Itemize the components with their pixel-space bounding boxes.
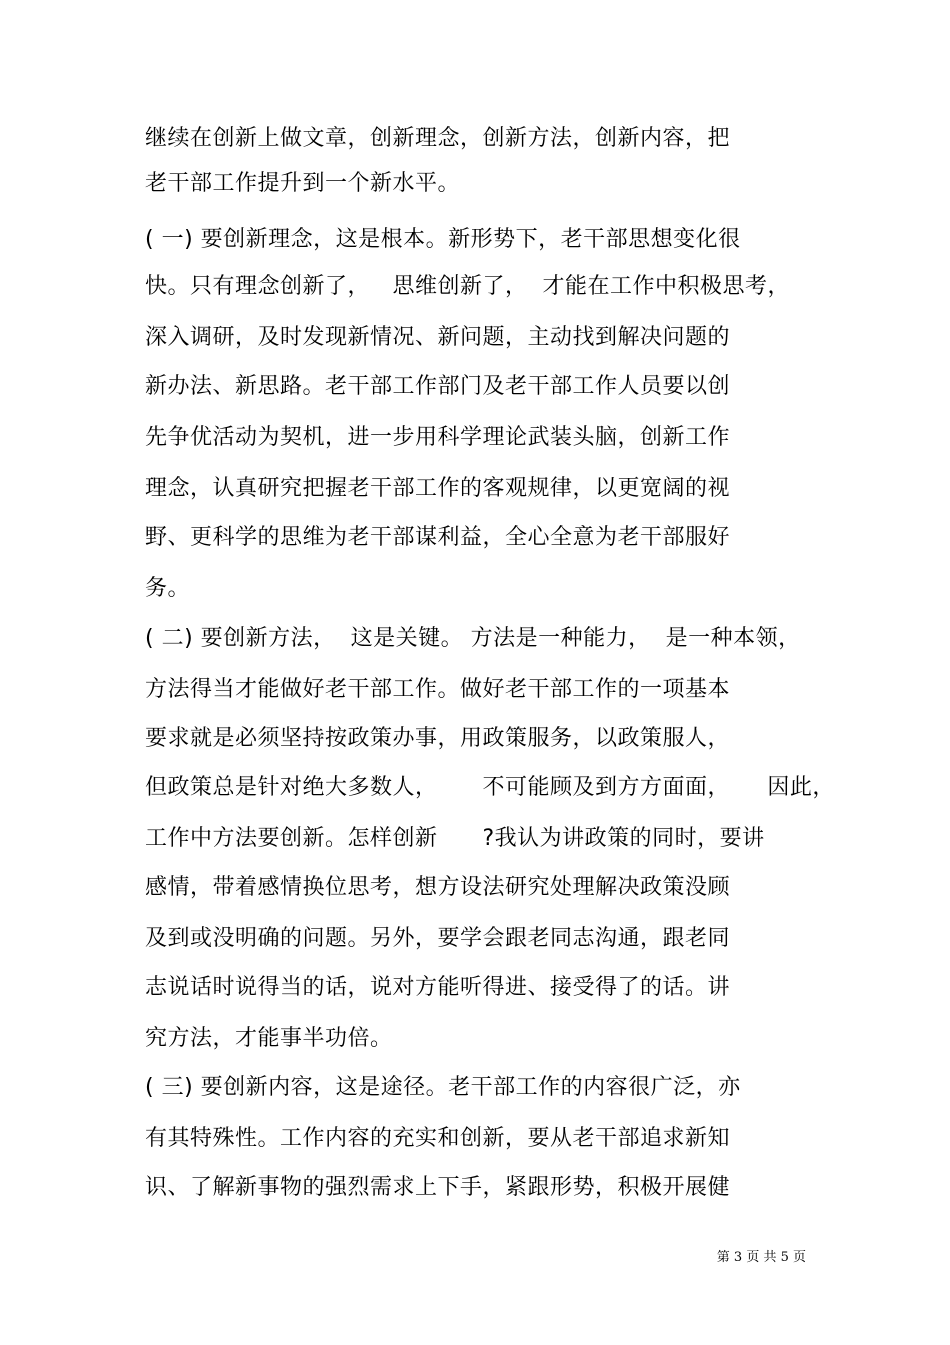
- text-line: 感情，带着感情换位思考，想方设法研究处理解决政策没顾: [145, 875, 731, 900]
- text-line: 究方法，才能事半功倍。: [145, 1026, 393, 1051]
- text-line: 继续在创新上做文章，创新理念，创新方法，创新内容，把: [145, 126, 731, 151]
- text-line: 要求就是必须坚持按政策办事，用政策服务，以政策服人，: [145, 726, 731, 751]
- text-line: 但政策总是针对绝大多数人， 不可能顾及到方方面面， 因此，: [145, 775, 835, 800]
- text-line: 及到或没明确的问题。另外，要学会跟老同志沟通，跟老同: [145, 926, 731, 951]
- text-line: 老干部工作提升到一个新水平。: [145, 171, 461, 196]
- text-line: 有其特殊性。工作内容的充实和创新，要从老干部追求新知: [145, 1126, 731, 1151]
- text-line: 务。: [145, 576, 191, 601]
- text-line: 野、更科学的思维为老干部谋利益，全心全意为老干部服好: [145, 525, 731, 550]
- text-line: ( 一) 要创新理念，这是根本。新形势下，老干部思想变化很: [145, 227, 741, 252]
- text-line: 新办法、新思路。老干部工作部门及老干部工作人员要以创: [145, 374, 731, 399]
- text-line: 先争优活动为契机，进一步用科学理论武装头脑，创新工作: [145, 425, 731, 450]
- text-line: 深入调研，及时发现新情况、新问题，主动找到解决问题的: [145, 325, 731, 350]
- text-line: 快。只有理念创新了， 思维创新了， 才能在工作中积极思考，: [145, 274, 790, 299]
- text-line: 识、了解新事物的强烈需求上下手，紧跟形势，积极开展健: [145, 1175, 731, 1200]
- text-line: 理念，认真研究把握老干部工作的客观规律，以更宽阔的视: [145, 476, 731, 501]
- text-line: ( 二) 要创新方法， 这是关键。 方法是一种能力， 是一种本领，: [145, 626, 801, 651]
- text-line: 方法得当才能做好老干部工作。做好老干部工作的一项基本: [145, 677, 731, 702]
- text-line: ( 三) 要创新内容，这是途径。老干部工作的内容很广泛，亦: [145, 1075, 741, 1100]
- text-line: 志说话时说得当的话，说对方能听得进、接受得了的话。讲: [145, 975, 731, 1000]
- page-number-footer: 第 3 页 共 5 页: [716, 1250, 806, 1265]
- text-line: 工作中方法要创新。怎样创新 ?我认为讲政策的同时，要讲: [145, 826, 765, 851]
